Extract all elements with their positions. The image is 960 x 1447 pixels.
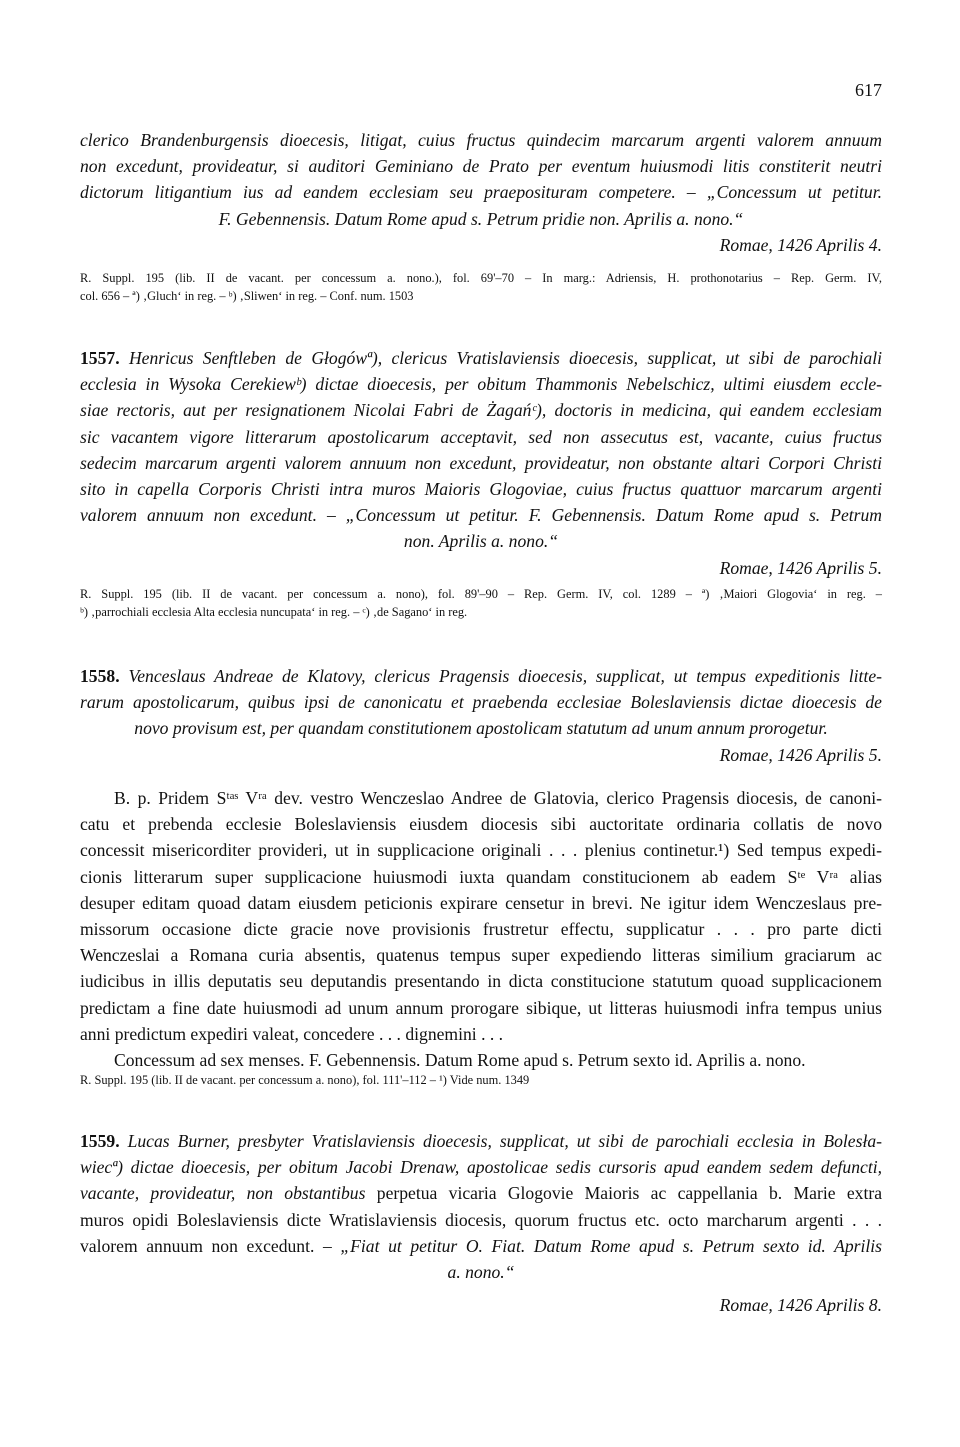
text-line: rarum apostolicarum, quibus ipsi de canonicatu et praebenda ecclesiae Boleslaviensis dictae dioecesis de (80, 692, 882, 713)
entry-number: 1557. (80, 348, 120, 368)
text-line: catu et prebenda ecclesie Boleslaviensis eiusdem diocesis sibi auctoritate ordinaria collatis de novo (80, 814, 882, 835)
footnote-block (80, 1072, 882, 1090)
text-line (80, 1233, 882, 1259)
text-line: anni predictum expediri valeat, concedere . . . dignemini . . . (80, 1023, 504, 1044)
note-line: ᵇ) ‚parrochiali ecclesia Alta ecclesia nuncupata‘ in reg. – ᶜ) ‚de Sagano‘ in reg. (80, 604, 468, 619)
text-line (80, 345, 882, 371)
text-line: siae rectoris, aut per resignationem Nicolai Fabri de Żagańᶜ), doctoris in medicina, qui eandem ecclesiam (80, 400, 882, 421)
text-line: sito in capella Corporis Christi intra muros Maioris Glogoviae, cuius fructus quattuor marcarum argenti (80, 479, 882, 500)
text-line: sedecim marcarum argenti valorem annuum non excedunt, provideatur, non obstante altari Corpori Christi (80, 452, 882, 473)
text-line: sic vacantem vigore litterarum apostolicarum acceptavit, sed non assecutus est, vacante, cuius fructus (80, 426, 882, 447)
entry-date: Romae, 1426 Aprilis 5. (719, 557, 882, 578)
entry-1558 (80, 663, 882, 768)
note-line: R. Suppl. 195 (lib. II de vacant. per concessum a. nono), fol. 111'–112 – ¹) Vide num. 1349 (80, 1073, 530, 1087)
page-number: 617 (855, 80, 882, 100)
note-line: R. Suppl. 195 (lib. II de vacant. per concessum a. nono.), fol. 69'–70 – In marg.: Adriensis, H. prothonotarius – Rep. Germ. IV, (80, 271, 882, 285)
text-italic: „Fiat ut petitur O. Fiat. Datum Rome apud s. Petrum sexto id. Aprilis (340, 1235, 882, 1256)
text-line: iudicibus in illis deputatis seu deputandis presentando in dicta constitucione statutum quoad supplicacionem (80, 971, 882, 992)
footnote-block (80, 270, 882, 305)
entry-number: 1559. (80, 1131, 120, 1151)
text-line: wiecª) dictae dioecesis, per obitum Jacobi Drenaw, apostolicae sedis cursoris apud eandem sedem defuncti, (80, 1157, 882, 1178)
supplication-text (80, 785, 882, 1073)
entry-number: 1558. (80, 666, 120, 686)
text-line: clerico Brandenburgensis dioecesis, litigat, cuius fructus quindecim marcarum argenti valorem annuum (80, 130, 882, 150)
text-line: Wenczeslai a Romana curia absentis, quatenus tempus super expediendo litteras similium graciarum ac (80, 945, 882, 966)
concessum-line: Concessum ad sex menses. F. Gebennensis. Datum Rome apud s. Petrum sexto id. Aprilis a. nono. (114, 1050, 806, 1071)
text-line: cionis litterarum super supplicacione huiusmodi iuxta quandam constitucionem ab eadem Sᵗᵉ Vʳᵃ alias (80, 866, 882, 887)
note-line: R. Suppl. 195 (lib. II de vacant. per concessum a. nono), fol. 89'–90 – Rep. Germ. IV, col. 1289 – ª) ‚Maiori Glogovia‘ in reg. – (80, 587, 882, 601)
entry-1557 (80, 345, 882, 581)
text-line: predictam a fine date huiusmodi ad unum annum prorogare sibique, ut litteras huiusmodi infra tempus unius (80, 997, 882, 1018)
text-italic: vacante, provideatur, non obstantibus (80, 1183, 366, 1204)
entry-date: Romae, 1426 Aprilis 8. (719, 1295, 882, 1316)
text-line: non. Aprilis a. nono.“ (403, 531, 559, 552)
text-line: missorum occasione dicte gracie nove provisionis frustretur effectu, supplicatur . . . pro parte dicti (80, 919, 882, 940)
text-line: desuper editam quoad datam eiusdem peticionis expirare censetur in brevi. Ne igitur idem Wenczeslaus pre- (80, 892, 882, 913)
entry-date: Romae, 1426 Aprilis 5. (719, 744, 882, 765)
text-roman: valorem annuum non excedunt. – (80, 1235, 332, 1256)
entry-heading: Henricus Senftleben de Głogówª), clericus Vratislaviensis dioecesis, supplicat, ut sibi de parochiali (128, 348, 882, 368)
entry-heading: Venceslaus Andreae de Klatovy, clericus Pragensis dioecesis, supplicat, ut tempus expeditionis litte- (128, 666, 882, 686)
text-line: a. nono.“ (447, 1262, 515, 1283)
text-roman: perpetua vicaria Glogovie Maioris ac cappellania b. Marie extra (376, 1183, 883, 1204)
text-line: dictorum litigantium ius ad eandem ecclesiam seu praeposituram competere. – „Concessum ut petitur. (80, 182, 882, 203)
footnote-block (80, 586, 882, 621)
text-line (80, 663, 882, 689)
text-line: novo provisum est, per quandam constitutionem apostolicam statutum ad unum annum prorogetur. (134, 718, 828, 739)
text-line: valorem annuum non excedunt. – „Concessum ut petitur. F. Gebennensis. Datum Rome apud s. Petrum (80, 505, 882, 526)
entry-heading: Lucas Burner, presbyter Vratislaviensis dioecesis, supplicat, ut sibi de parochiali ecclesia in Bolesła- (127, 1131, 882, 1151)
text-line: F. Gebennensis. Datum Rome apud s. Petrum pridie non. Aprilis a. nono.“ (218, 208, 744, 229)
text-line: concessit misericorditer provideri, ut in supplicacione originali . . . plenius continetur.¹) Sed tempus expedi- (80, 840, 882, 861)
entry-date: Romae, 1426 Aprilis 4. (719, 234, 882, 255)
note-line: col. 656 – ª) ‚Gluch‘ in reg. – ᵇ) ‚Sliwen‘ in reg. – Conf. num. 1503 (80, 288, 414, 303)
text-line (80, 1180, 882, 1206)
entry-1559 (80, 1128, 882, 1318)
text-line: muros opidi Boleslaviensis dicte Wratislaviensis diocesis, quorum fructus etc. octo marcharum argenti . . . (80, 1209, 882, 1230)
text-line: B. p. Pridem Sᵗᵃˢ Vʳᵃ dev. vestro Wenczeslao Andree de Glatovia, clerico Pragensis diocesis, de canoni- (114, 788, 882, 808)
entry-continuation (80, 127, 882, 258)
text-line (80, 1128, 882, 1154)
text-line: ecclesia in Wysoka Cerekiewᵇ) dictae dioecesis, per obitum Thammonis Nebelschicz, ultimi eiusdem eccle- (80, 374, 882, 395)
text-line: non excedunt, provideatur, si auditori Geminiano de Prato per eventum huiusmodi litis constiterit neutri (80, 156, 882, 177)
